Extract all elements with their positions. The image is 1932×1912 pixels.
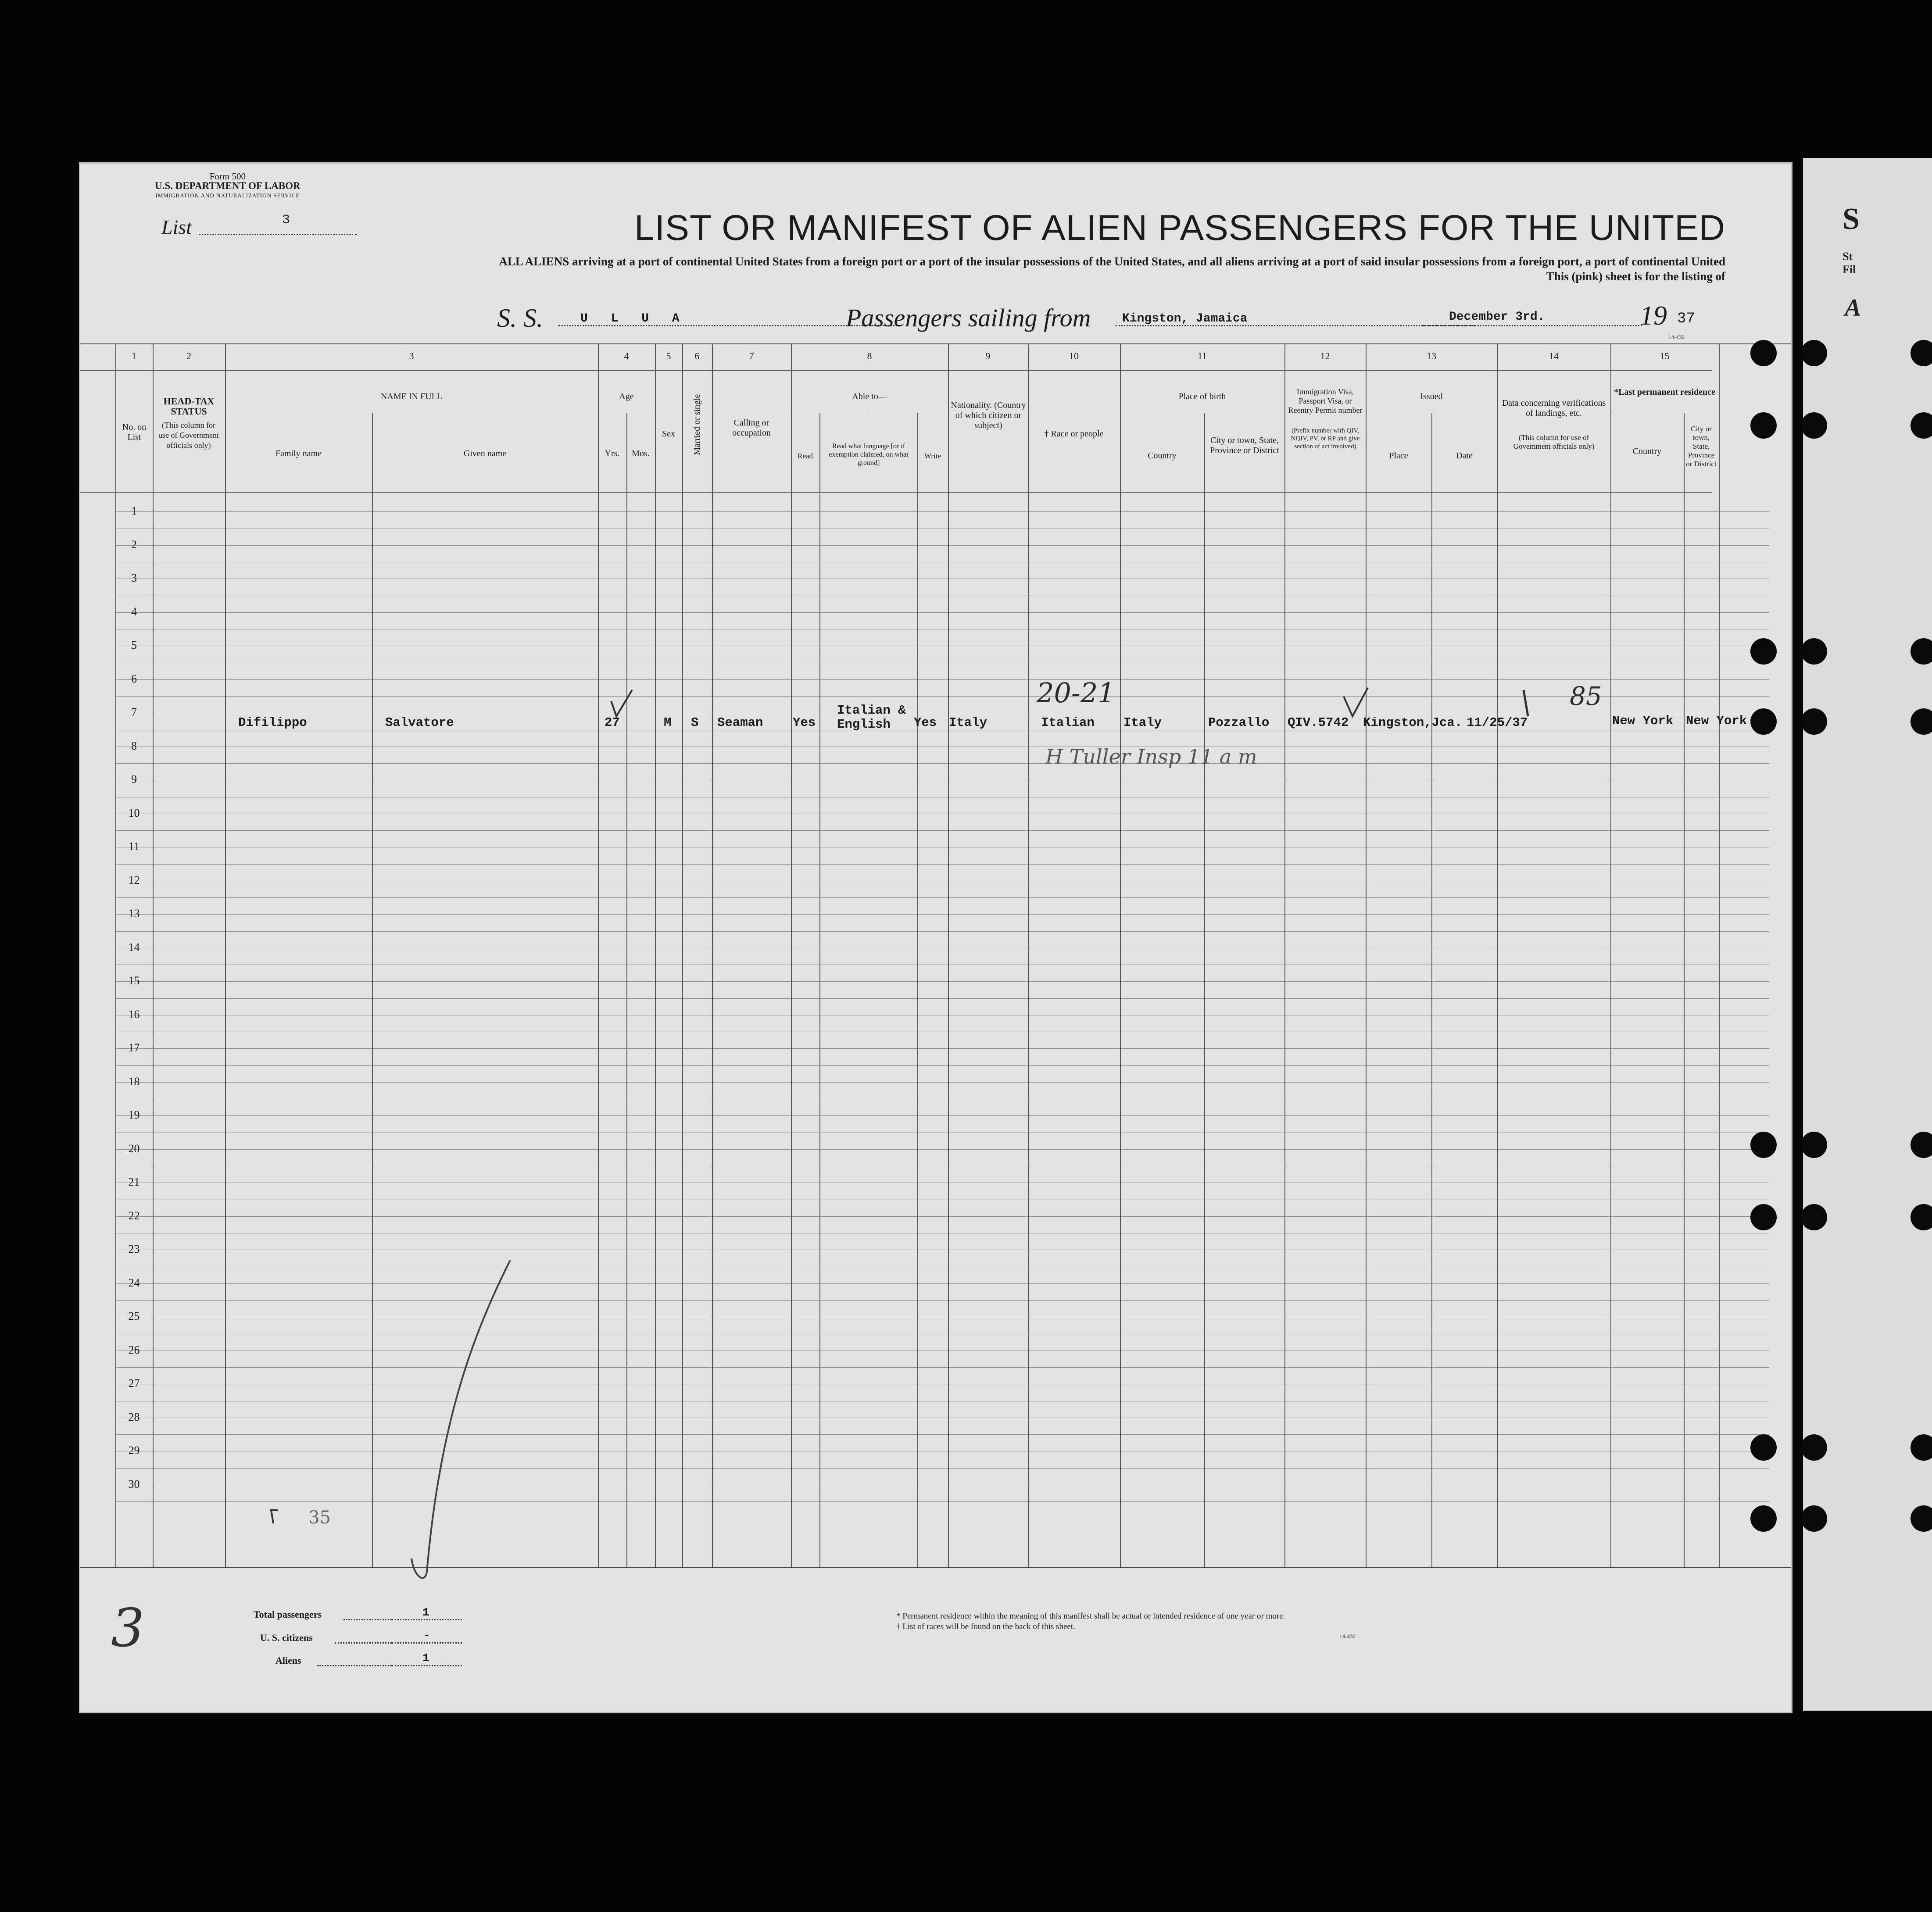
row-number: 9: [131, 773, 137, 786]
column-number: 5: [666, 350, 671, 361]
adjacent-sheet-fragment: A: [1845, 294, 1861, 322]
header-issued-date: Date: [1456, 451, 1473, 461]
total-value-line: [392, 1619, 462, 1620]
adjacent-sheet-fragment: St: [1843, 250, 1853, 263]
header-yrs: Yrs.: [605, 449, 620, 458]
row-number: 2: [131, 538, 137, 551]
punch-hole: [1801, 1132, 1827, 1158]
row-number: 11: [128, 840, 140, 853]
row-number: 23: [128, 1243, 140, 1255]
punch-hole: [1750, 708, 1777, 735]
punch-hole: [1801, 1505, 1827, 1532]
manifest-sheet: [79, 162, 1792, 1713]
row-number: 6: [131, 672, 137, 685]
sex-cell: M: [664, 715, 672, 730]
year-suffix: 37: [1677, 311, 1695, 327]
column-number: 3: [409, 350, 414, 361]
age-years-cell: 27: [605, 715, 620, 730]
header-residence-city: City or town, State, Province or District: [1686, 425, 1717, 468]
aliens-label: Aliens: [275, 1655, 301, 1666]
total-dotted-leader: [343, 1619, 392, 1620]
adjacent-sheet-fragment: Fil: [1843, 263, 1856, 276]
footnote-races: † List of races will be found on the back of this sheet.: [896, 1622, 1075, 1631]
row-number: 20: [128, 1142, 140, 1155]
punch-hole: [1801, 1434, 1827, 1461]
header-visa: Immigration Visa, Passport Visa, or Reentry Permit number: [1288, 387, 1363, 415]
sailing-date: December 3rd.: [1449, 310, 1545, 324]
column-number: 12: [1320, 350, 1330, 361]
row-number: 27: [128, 1377, 140, 1390]
header-race: † Race or people: [1044, 429, 1104, 439]
row-number: 15: [128, 974, 140, 987]
form-number: Form 500: [209, 171, 246, 182]
column-number: 2: [186, 350, 191, 361]
header-residence-country: Country: [1632, 447, 1662, 456]
punch-hole: [1750, 1204, 1777, 1230]
column-number: 7: [749, 350, 754, 361]
row-number: 26: [128, 1344, 140, 1356]
header-read-language: Read what language [or if exemption claimed, on what ground]: [829, 443, 909, 467]
residence-city-cell: New York: [1686, 714, 1747, 728]
header-visa-note: (Prefix number with QIV, NQIV, PV, or RP and give section of act involved): [1291, 427, 1360, 450]
citizens-value-line: [392, 1642, 462, 1644]
handwritten-marks: [80, 343, 1791, 1572]
row-number: 12: [128, 874, 140, 886]
header-issued-place: Place: [1389, 451, 1408, 461]
header-landings-note: (This column for use of Government officials only): [1513, 433, 1595, 450]
column-number: 9: [985, 350, 991, 361]
handwritten-annotation-85: 85: [1570, 681, 1602, 711]
punch-hole: [1750, 1434, 1777, 1461]
header-no-on-list: No. on List: [122, 422, 147, 442]
header-birth-city: City or town, State, Province or District: [1210, 436, 1279, 455]
handwritten-inspector-note: H Tuller Insp 11 a m: [1045, 745, 1257, 768]
header-landings: Data concerning verifications of landings, etc.: [1502, 398, 1606, 418]
row-number: 18: [128, 1075, 140, 1088]
row-number: 19: [128, 1108, 140, 1121]
ship-name: U L U A: [580, 312, 687, 325]
column-number: 10: [1069, 350, 1079, 361]
footer-code: 14-430: [1339, 1633, 1356, 1640]
aliens-value: 1: [422, 1651, 429, 1665]
header-write: Write: [924, 452, 941, 460]
date-dotted-line: [1423, 325, 1642, 326]
handwritten-annotation: 20-21: [1037, 677, 1115, 709]
us-citizens-value: -: [423, 1629, 430, 1642]
header-age: Age: [619, 392, 634, 401]
row-number: 25: [128, 1310, 140, 1322]
punch-hole: [1750, 340, 1777, 366]
sailing-label: Passengers sailing from: [846, 304, 1091, 332]
read-cell: Yes: [793, 715, 816, 730]
footnote-residence: * Permanent residence within the meaning of this manifest shall be actual or intended residence of one year or more.: [896, 1612, 1285, 1621]
language-cell-line-1: Italian &: [837, 703, 906, 718]
race-cell: Italian: [1041, 715, 1095, 730]
punch-hole: [1801, 340, 1827, 366]
column-number: 1: [132, 350, 136, 361]
row-number: 29: [128, 1444, 140, 1457]
department-name: U.S. DEPARTMENT OF LABOR: [155, 180, 301, 191]
language-cell-line-2: English: [837, 717, 891, 732]
column-number: 4: [624, 350, 629, 361]
header-place-of-birth: Place of birth: [1178, 392, 1226, 401]
header-nationality: Nationality. (Country of which citizen or subject): [951, 400, 1026, 430]
row-number: 28: [128, 1411, 140, 1423]
tally-mark: [1524, 690, 1528, 716]
header-given-name: Given name: [463, 449, 507, 458]
row-number: 17: [128, 1041, 140, 1054]
punch-hole: [1801, 412, 1827, 439]
row-number: 21: [128, 1176, 140, 1188]
row-number: 8: [131, 740, 137, 752]
header-mos: Mos.: [632, 449, 650, 458]
birth-country-cell: Italy: [1123, 715, 1162, 730]
pen-stroke: [411, 1260, 510, 1578]
service-name: IMMIGRATION AND NATURALIZATION SERVICE: [155, 192, 300, 199]
list-label: List: [161, 216, 192, 238]
row-30-note: 35: [308, 1508, 331, 1528]
punch-hole: [1801, 638, 1827, 665]
punch-hole: [1801, 1204, 1827, 1230]
header-calling: Calling or occupation: [732, 418, 771, 438]
aliens-value-line: [392, 1665, 462, 1666]
list-dotted-line: [199, 234, 357, 235]
header-read: Read: [798, 452, 813, 460]
row-number: 3: [131, 572, 137, 584]
page-subtitle-2: This (pink) sheet is for the listing of: [1546, 270, 1725, 283]
given-name-cell: Salvatore: [385, 715, 454, 730]
row-number: 24: [128, 1276, 140, 1289]
form-header: [155, 172, 301, 200]
punch-hole: [1801, 708, 1827, 735]
punch-hole: [1750, 1132, 1777, 1158]
page-mark: 3: [111, 1598, 145, 1659]
manifest-table: [80, 343, 1791, 1572]
header-sex: Sex: [662, 429, 675, 439]
check-mark: [611, 690, 632, 716]
column-number: 14: [1549, 350, 1559, 361]
sailing-port: Kingston, Jamaica: [1122, 312, 1248, 325]
bracket-mark: [270, 1510, 278, 1523]
row-number: 4: [131, 605, 137, 618]
total-passengers-label: Total passengers: [254, 1609, 322, 1620]
page-subtitle: ALL ALIENS arriving at a port of continental United States from a foreign port or a port of the insular possessions of the United States, and all aliens arriving at a port of said insular possessions from a foreign port, a port of continental United: [499, 255, 1725, 268]
header-married: Married or single: [692, 394, 702, 455]
column-number: 11: [1197, 350, 1207, 361]
form-code: 14-430: [1668, 334, 1685, 340]
birth-city-cell: Pozzallo: [1208, 715, 1270, 730]
family-name-cell: Difilippo: [238, 715, 307, 730]
header-residence: *Last permanent residence: [1614, 387, 1715, 397]
header-name-in-full: NAME IN FULL: [381, 392, 442, 401]
header-able-to: Able to—: [852, 392, 887, 401]
year-prefix: 19: [1640, 301, 1667, 331]
row-number: 7: [131, 706, 137, 718]
column-number: 8: [867, 350, 872, 361]
citizens-dotted-leader: [335, 1642, 392, 1644]
punch-hole: [1750, 638, 1777, 665]
issued-place-cell: Kingston,Jca.: [1363, 715, 1463, 730]
row-number: 10: [128, 807, 140, 819]
list-number: 3: [282, 213, 290, 228]
issued-date-cell: 11/25/37: [1467, 715, 1528, 730]
header-birth-country: Country: [1148, 451, 1177, 461]
occupation-cell: Seaman: [717, 715, 763, 730]
column-number: 15: [1660, 350, 1670, 361]
aliens-dotted-leader: [317, 1665, 392, 1666]
residence-country-cell: New York: [1612, 714, 1674, 728]
total-passengers-value: 1: [422, 1606, 429, 1619]
header-head-tax: HEAD-TAX STATUS: [163, 396, 215, 417]
visa-cell: QIV.5742: [1288, 715, 1349, 730]
row-number: 16: [128, 1008, 140, 1021]
us-citizens-label: U. S. citizens: [260, 1632, 313, 1643]
row-number: 14: [128, 941, 140, 954]
punch-hole: [1750, 412, 1777, 439]
nationality-cell: Italy: [949, 715, 987, 730]
header-family-name: Family name: [275, 449, 322, 458]
adjacent-sheet-fragment: S: [1843, 202, 1860, 236]
header-head-tax-note: (This column for use of Government officials only): [158, 421, 219, 450]
page-title: LIST OR MANIFEST OF ALIEN PASSENGERS FOR THE UNITED: [634, 208, 1725, 248]
column-number: 6: [694, 350, 700, 361]
column-number: 13: [1427, 350, 1436, 361]
punch-hole: [1750, 1505, 1777, 1532]
check-mark: [1344, 688, 1368, 716]
row-number: 22: [128, 1209, 140, 1222]
row-number: 5: [131, 639, 137, 651]
row-number: 30: [128, 1478, 140, 1490]
row-number: 1: [131, 504, 137, 517]
row-number: 13: [128, 907, 140, 920]
marital-cell: S: [691, 715, 699, 730]
write-cell: Yes: [914, 715, 937, 730]
ship-label: S. S.: [497, 304, 543, 332]
header-issued: Issued: [1420, 392, 1443, 401]
adjacent-sheet-edge: [1803, 158, 1932, 1711]
